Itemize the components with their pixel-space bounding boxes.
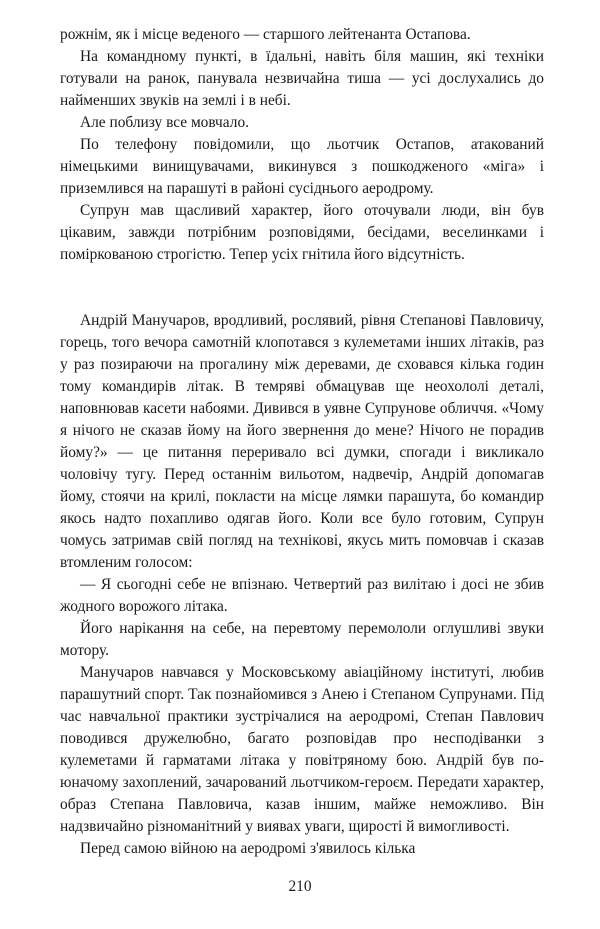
page-number: 210 bbox=[288, 878, 312, 895]
paragraph: Але поблизу все мовчало. bbox=[80, 114, 249, 131]
paragraph: рожнім, як і місце веденого — старшого лейтенанта Остапова. bbox=[60, 26, 471, 43]
paragraph: Його нарікання на себе, на перевтому перемололи оглушливі звуки мотору. bbox=[60, 620, 544, 659]
page-text-body bbox=[60, 24, 544, 860]
paragraph: Супрун мав щасливий характер, його оточували люди, він був цікавим, завжди потрібним розповідями, бесідами, веселинками і поміркованою строгістю. Тепер усіх гнітила його відсутність. bbox=[60, 202, 544, 263]
section-break bbox=[60, 266, 544, 288]
paragraph: Манучаров навчався у Московському авіаційному інституті, любив парашутний спорт. Так познайомився з Анею і Степаном Супрунами. Під час навчальної практики зустрічалися на аеродромі, Степан Павлович поводився дружелюбно, багато розповідав про несподіванки з кулеметами й гарматами літака у повітряному бою. Андрій був по-юначому захоплений, зачарований льотчиком-героєм. Передати характер, образ Степана Павловича, казав іншим, майже неможливо. Він надзвичайно різноманітний у виявах уваги, щирості й вимогливості. bbox=[60, 664, 544, 835]
paragraph: По телефону повідомили, що льотчик Остапов, атакований німецькими винищувачами, викинувся з пошкодженого «міга» і приземлився на парашуті в районі сусіднього аеродрому. bbox=[60, 136, 544, 197]
section-break bbox=[60, 288, 544, 310]
paragraph: На командному пункті, в їдальні, навіть біля машин, які техніки готували на ранок, панувала незвичайна тиша — усі дослухались до найменших звуків на землі і в небі. bbox=[60, 48, 544, 109]
paragraph: — Я сьогодні себе не впізнаю. Четвертий раз вилітаю і досі не збив жодного ворожого літака. bbox=[60, 576, 544, 615]
paragraph: Андрій Манучаров, вродливий, рослявий, рівня Степанові Павловичу, горець, того вечора самотній клопотався з кулеметами інших літаків, раз у раз позираючи на прогалину між деревами, де сховався кілька годин тому командирів літак. В темряві обмацував ще неохололі деталі, наповнював касети набоями. Дивився в уявне Супрунове обличчя. «Чому я нічого не сказав йому на його звернення до мене? Нічого не порадив йому?» — це питання переривало всі думки, спогади і викликало чоловічу тугу. Перед останнім вильотом, надвечір, Андрій допомагав йому, стоячи на крилі, покласти на місце лямки парашута, бо командир якось надто похапливо одягав його. Коли все було готовим, Супрун чомусь затримав свій погляд на технікові, якусь мить помовчав і сказав втомленим голосом: bbox=[60, 312, 544, 571]
paragraph: Перед самою війною на аеродромі з'явилось кілька bbox=[80, 840, 416, 857]
